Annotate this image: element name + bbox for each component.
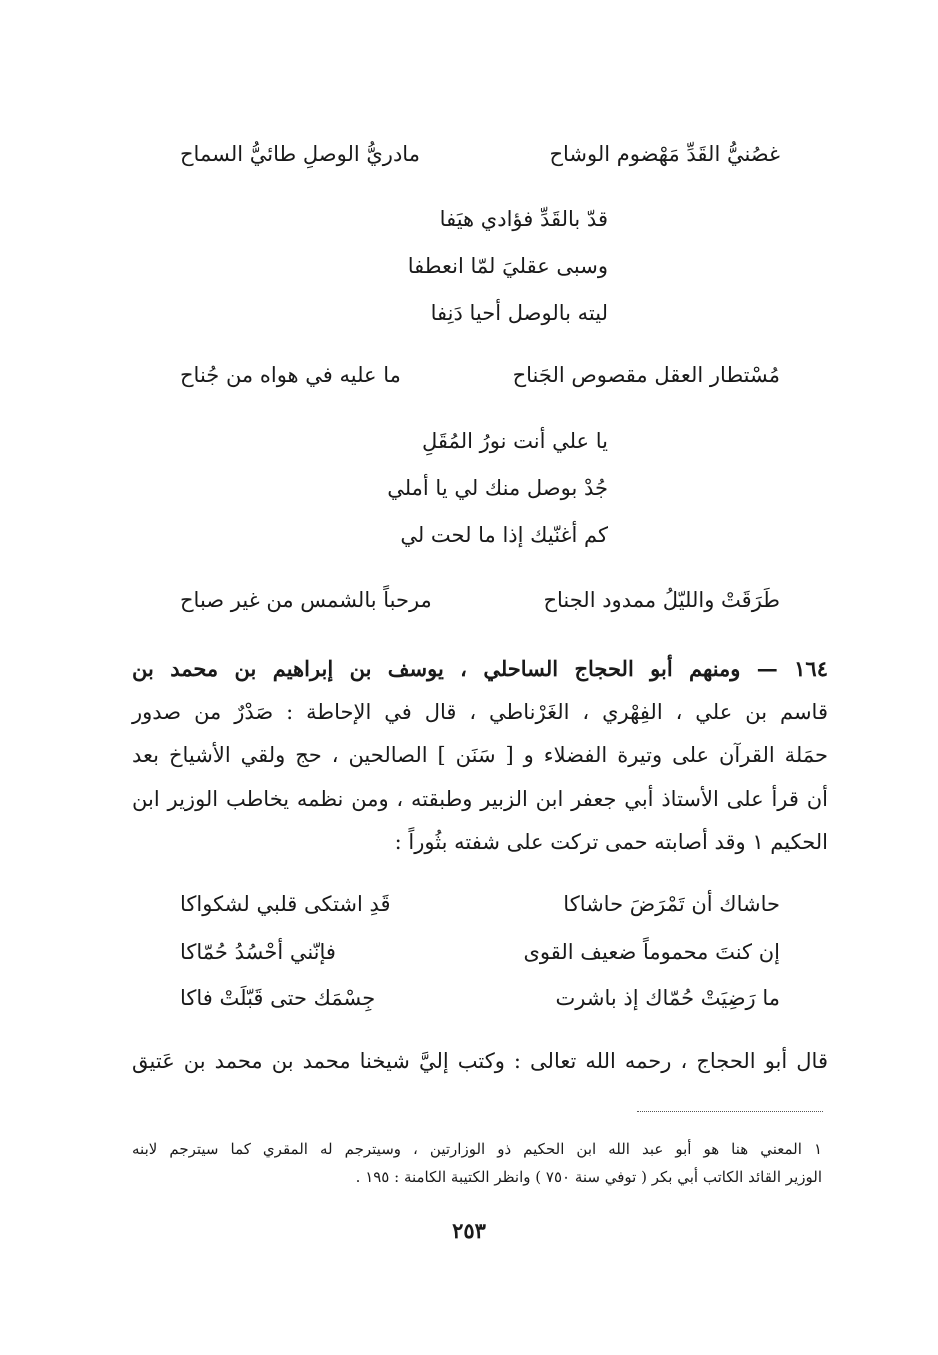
closing-line: قال أبو الحجاج ، رحمه الله تعالى : وكتب إليَّ شيخنا محمد بن محمد بن عَتيق: [132, 1049, 828, 1073]
hemistich-second: جِسْمَك حتى قَبّلَتْ فاكا: [180, 986, 376, 1010]
hemistich-first: مُسْتطار العقل مقصوص الجَناح: [512, 363, 780, 387]
entry-line: قاسم بن علي ، الفِهْري ، الغَرْناطي ، قال في الإحاطة : صَدْرٌ من صدور: [132, 699, 828, 724]
entry-paragraph: [132, 647, 828, 865]
footnote-line: الوزير القائد الكاتب أبي بكر ( توفي سنة ٧٥٠ ) وانظر الكتيبة الكامنة : ١٩٥ .: [355, 1168, 822, 1186]
stanza-line: جُدْ بوصل منك لي يا أملي: [387, 476, 608, 500]
footnote-line: ١ المعني هنا هو أبو عبد الله ابن الحكيم ذو الوزارتين ، وسيترجم له المقري كما سيترجم لابنه: [132, 1140, 822, 1158]
footnote: [132, 1135, 822, 1191]
hemistich-first: إن كنتَ محموماً ضعيف القوى: [523, 940, 780, 964]
hemistich-second: مادريُّ الوصلِ طائيُّ السماح: [180, 142, 420, 166]
stanza-line: يا علي أنت نورُ المُقَلِ: [422, 429, 608, 453]
poem-couplet: [180, 136, 780, 172]
stanza-line: ليته بالوصل أحيا دَنِفا: [430, 301, 608, 325]
hemistich-second: قَدِ اشتكى قلبي لشكواكا: [180, 892, 391, 916]
entry-line: الحكيم ١ وقد أصابته حمى تركت على شفته بثُوراً :: [394, 830, 828, 854]
hemistich-first: طَرَقَتْ والليّلُ ممدود الجناح: [543, 588, 780, 612]
entry-heading-line: ١٦٤ — ومنهم أبو الحجاج الساحلي ، يوسف بن إبراهيم بن محمد بن: [132, 656, 828, 681]
poem-couplet: [180, 934, 780, 970]
stanza-line: كم أغنّيك إذا ما لحت لي: [400, 523, 608, 547]
hemistich-second: مرحباً بالشمس من غير صباح: [180, 588, 432, 612]
hemistich-second: فإنّني أحْسُدُ حُمّاكا: [180, 940, 336, 964]
poem-couplet: [180, 357, 780, 393]
poem-couplet: [180, 980, 780, 1016]
hemistich-second: ما عليه في هواه من جُناح: [180, 363, 401, 387]
hemistich-first: ما رَضِيَتْ حُمّاك إذ باشرت: [555, 986, 780, 1010]
poem-stanza: [308, 196, 608, 337]
footnote-separator: [637, 1111, 823, 1112]
poem-couplet: [180, 582, 780, 618]
hemistich-first: غصُنيُّ القَدِّ مَهْضوم الوشاح: [549, 142, 780, 166]
page-number: ٢٥٣: [452, 1218, 486, 1243]
stanza-line: وسبى عقليَ لمّا انعطفا: [407, 254, 608, 278]
closing-paragraph: [132, 1040, 828, 1084]
entry-line: حمَلة القرآن على وتيرة الفضلاء و [ سَنَن ] الصالحين ، حج ولقي الأشياخ بعد: [132, 743, 828, 767]
poem-stanza: [308, 418, 608, 559]
poem-couplet: [180, 886, 780, 922]
stanza-line: قدّ بالقَدِّ فؤادي هيَفا: [439, 207, 608, 231]
entry-line: أن قرأ على الأستاذ أبي جعفر ابن الزبير وطبقته ، ومن نظمه يخاطب الوزير ابن: [132, 786, 828, 811]
hemistich-first: حاشاك أن تَمْرَضَ حاشاكا: [563, 892, 780, 916]
